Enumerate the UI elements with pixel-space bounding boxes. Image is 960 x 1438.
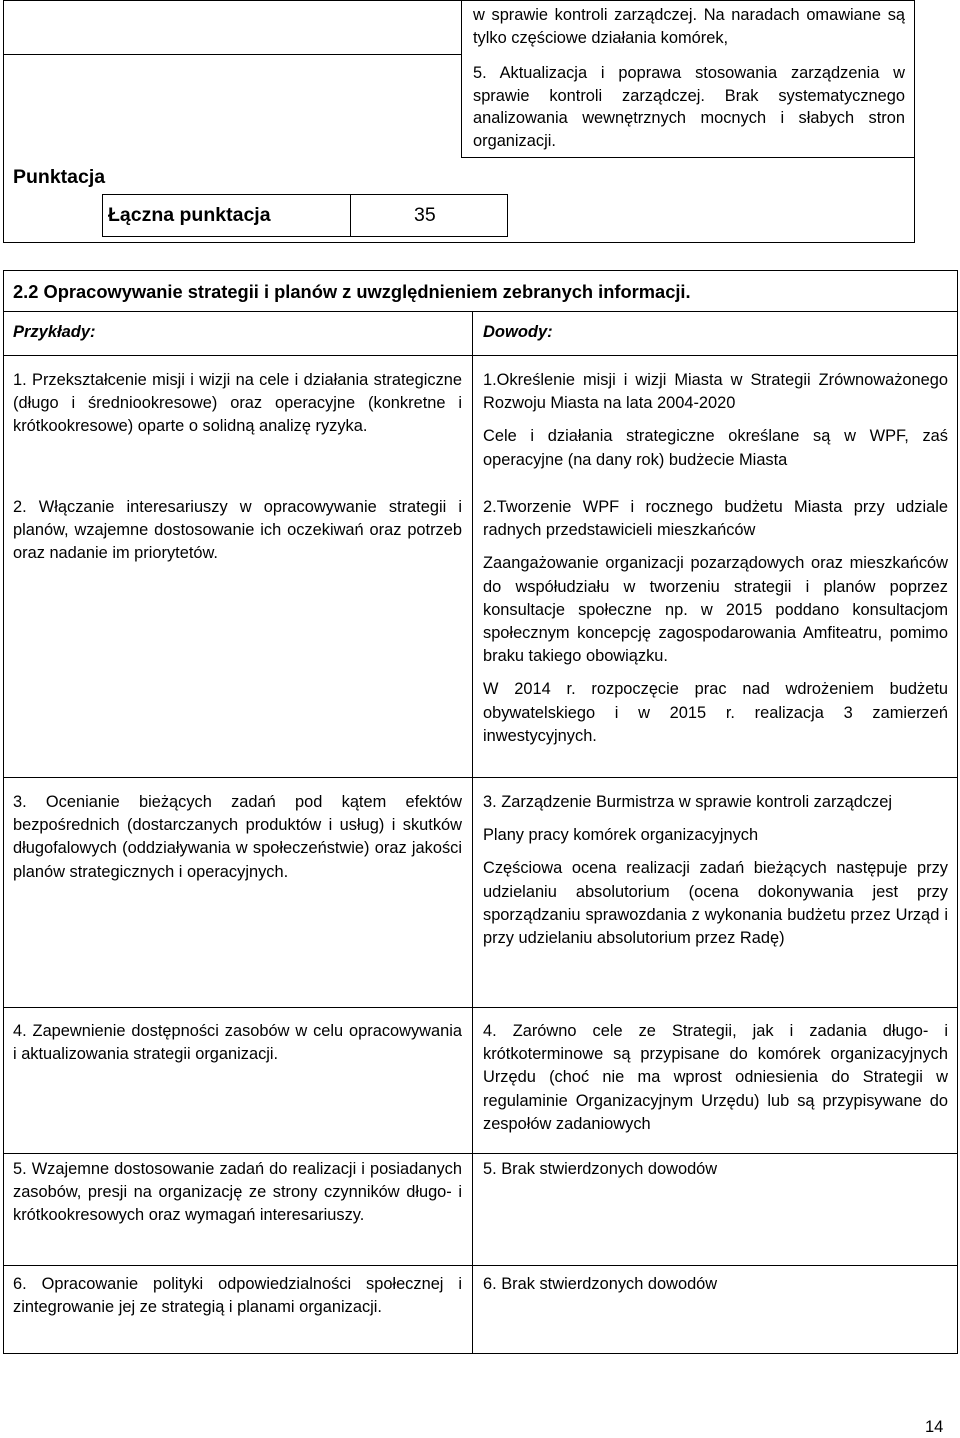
example-1: 1. Przekształcenie misji i wizji na cele i działania strategiczne (długo i średniookresowe) oraz operacyjne (konkretne i krótkookresowe) oparte o solidną analizę ryzyka. bbox=[13, 371, 462, 436]
scoring-right-bottom bbox=[461, 157, 915, 158]
row-separator bbox=[3, 777, 958, 778]
example-4: 4. Zapewnienie dostępności zasobów w celu opracowywania i aktualizowania strategii organizacji. bbox=[13, 1022, 462, 1064]
scoring-label: Punktacja bbox=[13, 166, 106, 188]
evidence-2-b: Zaangażowanie organizacji pozarządowych oraz mieszkańców do współudziału w tworzeniu strategii i planów poprzez konsultacje społeczne np. w 2015 poddano konsultacjom społecznym koncepcję zagospodarowania Amfiteatru, pomimo braku takiego obowiązku. bbox=[483, 554, 948, 666]
evidence-4: 4. Zarówno cele ze Strategii, jak i zadania długo- i krótkoterminowe są przypisane do komórek organizacyjnych Urzędu (choć nie ma wprost odniesienia do Strategii w regulaminie Organizacyjnym Urzędu) lub są przypisywane do zespołów zadaniowych bbox=[483, 1022, 948, 1133]
evidence-2-a: 2.Tworzenie WPF i rocznego budżetu Miasta przy udziale radnych przedstawicieli mieszkańców bbox=[483, 498, 948, 540]
total-score-label: Łączna punktacja bbox=[108, 204, 271, 226]
section-title-divider bbox=[3, 311, 958, 312]
header-separator bbox=[3, 355, 958, 356]
page-number: 14 bbox=[925, 1418, 944, 1436]
evidence-1-b: Cele i działania strategiczne określane są w WPF, zaś operacyjne (na dany rok) budżecie Miasta bbox=[483, 427, 948, 469]
column-divider bbox=[472, 311, 473, 1354]
evidence-1 bbox=[483, 369, 948, 472]
example-6: 6. Opracowanie polityki odpowiedzialności społecznej i zintegrowanie jej ze strategią i planami organizacji. bbox=[13, 1275, 462, 1317]
evidence-3 bbox=[483, 791, 948, 950]
example-3: 3. Ocenianie bieżących zadań pod kątem efektów bezpośrednich (dostarczanych produktów i usług) i skutków długofalowych (oddziaływania w społeczeństwie) oraz jakości planów strategicznych i operacyjnych. bbox=[13, 793, 462, 881]
evidence-6: 6. Brak stwierdzonych dowodów bbox=[483, 1275, 718, 1293]
scoring-right-text-2: 5. Aktualizacja i poprawa stosowania zarządzenia w sprawie kontroli zarządczej. Brak systematycznego analizowania wewnętrznych mocnych i słabych stron organizacji. bbox=[473, 64, 905, 150]
examples-header: Przykłady: bbox=[13, 323, 96, 341]
section-title: 2.2 Opracowywanie strategii i planów z uwzględnieniem zebranych informacji. bbox=[13, 281, 691, 302]
evidence-3-b: Plany pracy komórek organizacyjnych bbox=[483, 826, 759, 845]
evidence-3-a: 3. Zarządzenie Burmistrza w sprawie kontroli zarządczej bbox=[483, 793, 893, 811]
row-separator bbox=[3, 1007, 958, 1008]
total-score-divider bbox=[350, 194, 351, 237]
evidence-2-c: W 2014 r. rozpoczęcie prac nad wdrożeniem budżetu obywatelskiego i w 2015 r. realizacja 3 zamierzeń inwestycyjnych. bbox=[483, 680, 948, 745]
evidence-header: Dowody: bbox=[483, 323, 553, 341]
scoring-right-text-1: w sprawie kontroli zarządczej. Na naradach omawiane są tylko częściowe działania komórek, bbox=[473, 6, 905, 48]
row-separator bbox=[3, 1153, 958, 1154]
example-5: 5. Wzajemne dostosowanie zadań do realizacji i posiadanych zasobów, presji na organizację ze strony czynników długo- i krótkookresowych oraz wymagań interesariuszy. bbox=[13, 1160, 462, 1225]
row-separator bbox=[3, 1265, 958, 1266]
evidence-3-c: Częściowa ocena realizacji zadań bieżących następuje przy udzielaniu absolutorium (ocena dokonywania jest przy sporządzaniu sprawozdania z wykonania budżetu przez Urząd i przy udzielaniu absolutorium przez Radę) bbox=[483, 859, 948, 948]
evidence-2 bbox=[483, 496, 948, 748]
scoring-right-divider bbox=[461, 55, 462, 158]
total-score-value: 35 bbox=[414, 204, 436, 226]
evidence-5: 5. Brak stwierdzonych dowodów bbox=[483, 1160, 718, 1178]
evidence-1-a: 1.Określenie misji i wizji Miasta w Strategii Zrównoważonego Rozwoju Miasta na lata 2004-2020 bbox=[483, 371, 948, 413]
example-2: 2. Włączanie interesariuszy w opracowywanie strategii i planów, wzajemne dostosowanie ich oczekiwań oraz potrzeb oraz nadanie im priorytetów. bbox=[13, 498, 462, 563]
scoring-empty-cell bbox=[3, 0, 462, 55]
